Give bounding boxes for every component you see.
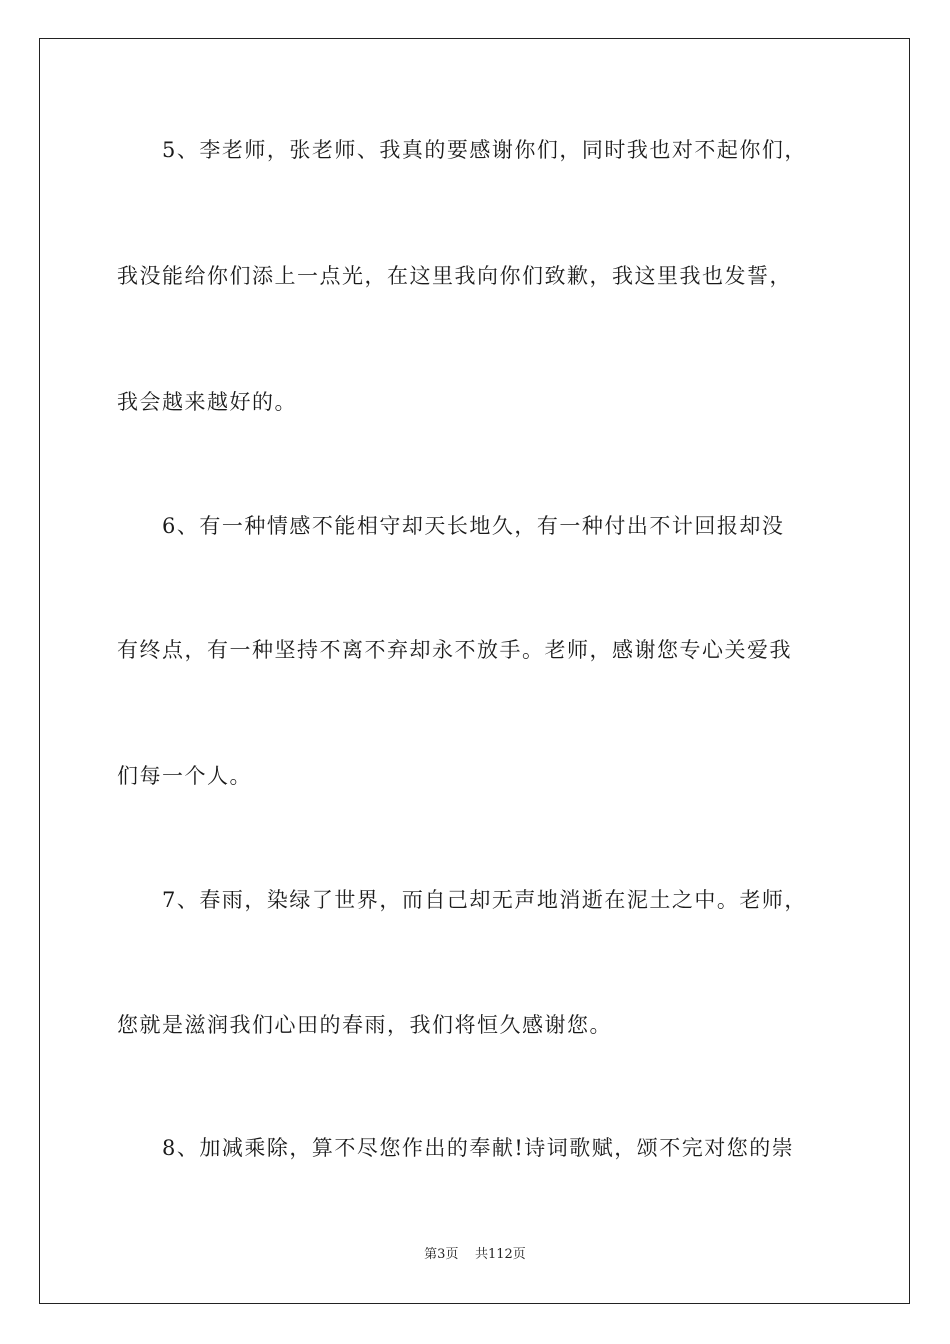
paragraph-8-line-1: 8、加减乘除，算不尽您作出的奉献!诗词歌赋，颂不完对您的崇 — [162, 1136, 795, 1160]
paragraph-6-line-2: 有终点，有一种坚持不离不弃却永不放手。老师，感谢您专心关爱我 — [117, 638, 792, 662]
paragraph-5-line-3: 我会越来越好的。 — [117, 390, 297, 414]
page-number: 第3页 — [424, 1247, 459, 1262]
total-pages: 共112页 — [474, 1247, 526, 1262]
page-footer — [0, 1246, 950, 1264]
paragraph-6-line-3: 们每一个人。 — [117, 764, 252, 788]
paragraph-5-line-1: 5、李老师，张老师、我真的要感谢你们，同时我也对不起你们， — [162, 138, 807, 162]
paragraph-5-line-2: 我没能给你们添上一点光，在这里我向你们致歉，我这里我也发誓， — [117, 264, 792, 288]
paragraph-6-line-1: 6、有一种情感不能相守却天长地久，有一种付出不计回报却没 — [162, 514, 785, 538]
paragraph-7-line-2: 您就是滋润我们心田的春雨，我们将恒久感谢您。 — [117, 1013, 612, 1037]
paragraph-7-line-1: 7、春雨，染绿了世界，而自己却无声地消逝在泥土之中。老师， — [162, 888, 807, 912]
page-border — [39, 38, 910, 1304]
